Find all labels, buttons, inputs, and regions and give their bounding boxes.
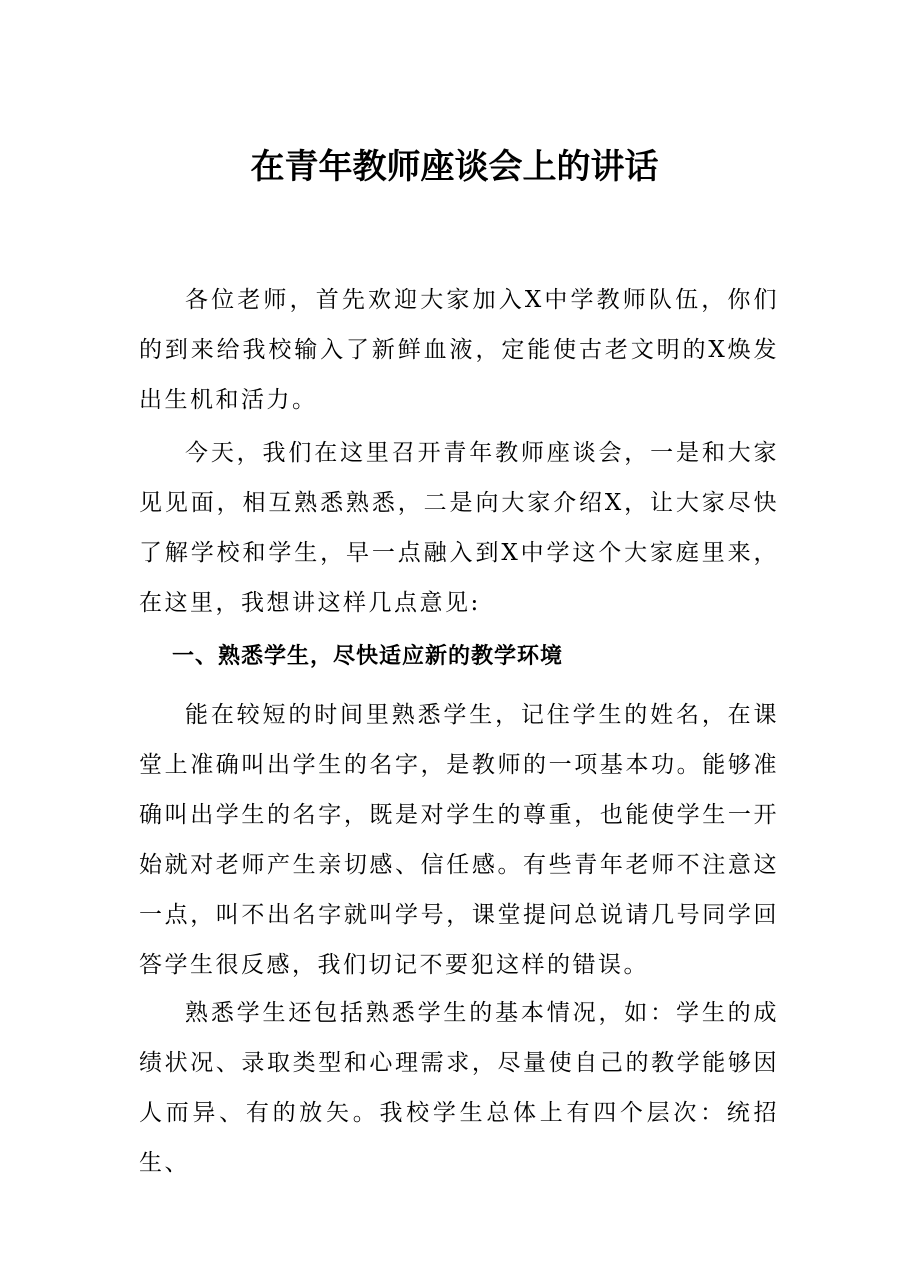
section-heading: 一、熟悉学生，尽快适应新的教学环境 [172, 644, 564, 669]
paragraph-student-names: 能在较短的时间里熟悉学生，记住学生的姓名，在课堂上准确叫出学生的名字，是教师的一项基本功。能够准确叫出学生的名字，既是对学生的尊重，也能使学生一开始就对老师产生亲切感、信任感。有些青年老师不注意这一点，叫不出名字就叫学号，课堂提问总说请几号同学回答学生很反感，我们切记不要犯这样的错误。 [139, 702, 779, 978]
document-title: 在青年教师座谈会上的讲话 [250, 147, 659, 187]
paragraph-student-situation: 熟悉学生还包括熟悉学生的基本情况，如：学生的成绩状况、录取类型和心理需求，尽量使自己的教学能够因人而异、有的放矢。我校学生总体上有四个层次：统招生、 [139, 1000, 779, 1176]
paragraph-welcome: 各位老师，首先欢迎大家加入X中学教师队伍，你们的到来给我校输入了新鲜血液，定能使古老文明的X焕发出生机和活力。 [139, 287, 779, 413]
paragraph-meeting-purpose: 今天，我们在这里召开青年教师座谈会，一是和大家见见面，相互熟悉熟悉，二是向大家介绍X，让大家尽快了解学校和学生，早一点融入到X中学这个大家庭里来，在这里，我想讲这样几点意见: [139, 440, 779, 616]
